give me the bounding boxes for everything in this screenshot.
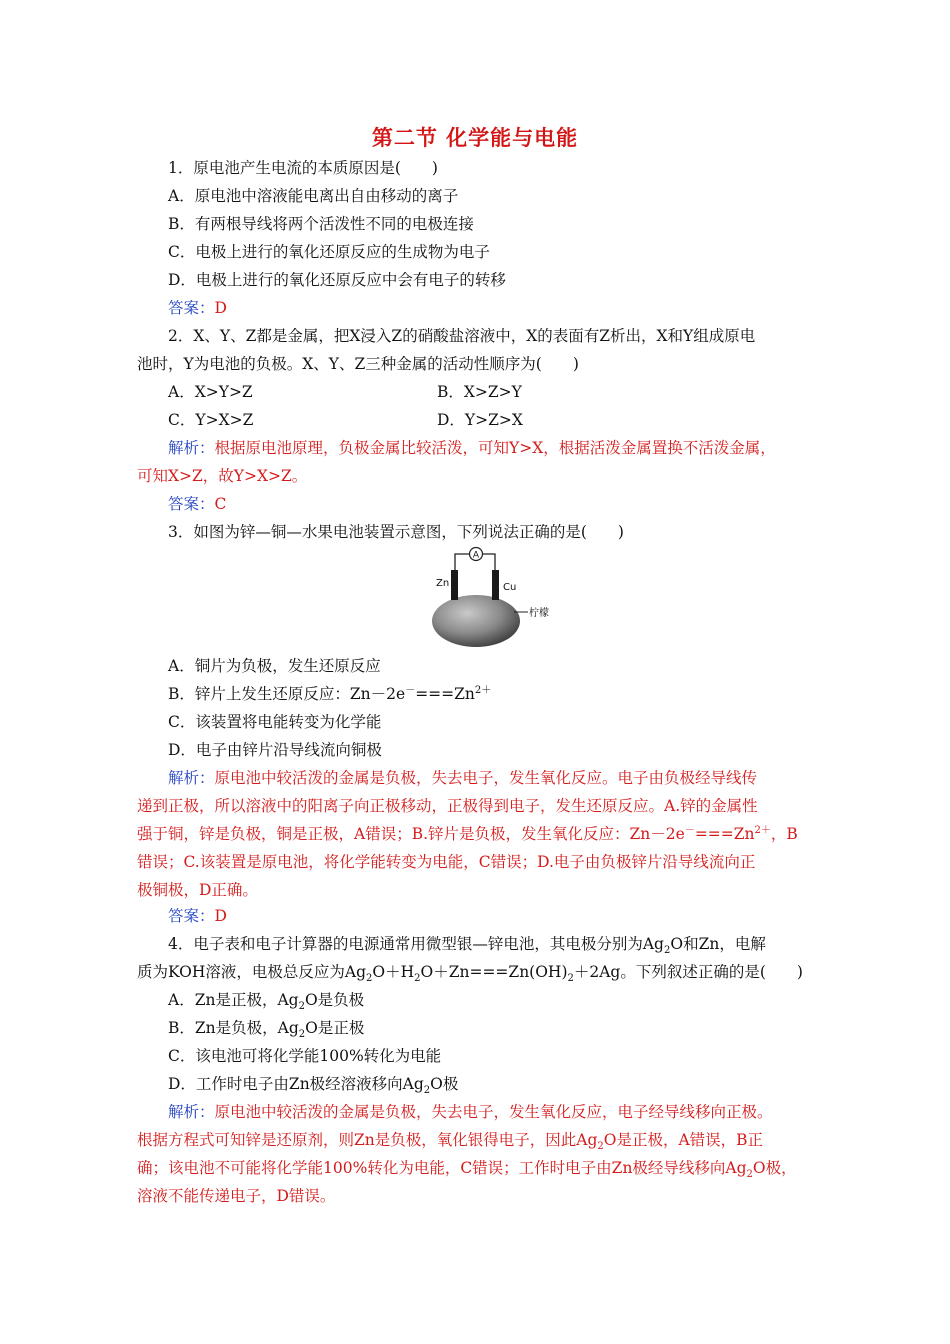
q2-analysis-line1 xyxy=(168,438,776,458)
answer-value: D xyxy=(214,299,227,317)
q3-option-d: D．电子由锌片沿导线流向铜极 xyxy=(168,741,382,759)
q4-analysis-line2 xyxy=(137,1130,764,1153)
subscript: 2 xyxy=(597,1141,604,1153)
subscript: 2 xyxy=(663,945,671,957)
analysis-text: 根据原电池原理，负极金属比较活泼，可知Y>X，根据活泼金属置换不活泼金属， xyxy=(214,439,776,457)
analysis-text: O极， xyxy=(752,1159,797,1177)
stem-text: ＋2Ag。下列叙述正确的是( ) xyxy=(573,963,803,981)
fruit-battery-figure xyxy=(424,546,560,652)
analysis-label: 解析： xyxy=(168,1103,215,1121)
subscript: 2 xyxy=(366,973,373,985)
subscript: 2 xyxy=(423,1085,431,1097)
q4-option-d xyxy=(168,1074,459,1097)
superscript: － xyxy=(684,824,695,836)
option-d-text: O极 xyxy=(430,1075,459,1093)
q2-option-b: B．X>Z>Y xyxy=(437,383,522,401)
option-b-text: O是正极 xyxy=(305,1019,365,1037)
lemon-shape xyxy=(432,595,520,647)
q3-stem: 3．如图为锌—铜—水果电池装置示意图，下列说法正确的是( ) xyxy=(168,523,624,541)
subscript: 2 xyxy=(567,973,574,985)
cu-electrode xyxy=(492,570,499,600)
q4-option-a xyxy=(168,990,365,1013)
ammeter-label: A xyxy=(472,550,480,561)
q3-option-b xyxy=(168,684,491,704)
q3-analysis-line5: 极铜极，D正确。 xyxy=(137,881,258,899)
stem-text: 4．电子表和电子计算器的电源通常用微型银—锌电池，其电极分别为Ag xyxy=(168,935,664,953)
answer-value: C xyxy=(214,495,227,513)
superscript: 2＋ xyxy=(474,684,492,696)
answer-label: 答案： xyxy=(168,495,215,513)
answer-value: D xyxy=(214,907,227,925)
analysis-text: 确；该电池不可能将化学能100%转化为电能，C错误；工作时电子由Zn极经导线移向Ag xyxy=(137,1159,747,1177)
q4-analysis-line4: 溶液不能传递电子，D错误。 xyxy=(137,1187,336,1205)
analysis-text: O是正极，A错误，B正 xyxy=(603,1131,764,1149)
q2-option-d: D．Y>Z>X xyxy=(437,411,523,429)
q4-analysis-line3 xyxy=(137,1158,797,1181)
q1-option-a: A．原电池中溶液能电离出自由移动的离子 xyxy=(168,187,459,205)
zn-label: Zn xyxy=(436,578,450,589)
analysis-text: ，B xyxy=(770,825,798,843)
q1-option-c: C．电极上进行的氧化还原反应的生成物为电子 xyxy=(168,243,490,261)
q3-option-c: C．该装置将电能转变为化学能 xyxy=(168,713,382,731)
q1-option-b: B．有两根导线将两个活泼性不同的电极连接 xyxy=(168,215,474,233)
ammeter-icon xyxy=(470,548,483,561)
q1-answer xyxy=(168,298,227,318)
option-d-text: D．工作时电子由Zn极经溶液移向Ag xyxy=(168,1075,424,1093)
q3-answer xyxy=(168,906,227,926)
q3-analysis-line3 xyxy=(137,824,798,844)
option-b-text: ===Zn xyxy=(415,685,475,703)
analysis-text: ===Zn xyxy=(694,825,755,843)
analysis-text: 原电池中较活泼的金属是负极，失去电子，发生氧化反应，电子经导线移向正极。 xyxy=(214,1103,773,1121)
superscript: 2＋ xyxy=(754,824,771,836)
q4-stem-line1 xyxy=(168,934,766,957)
q4-analysis-line1 xyxy=(168,1102,773,1122)
subscript: 2 xyxy=(298,1001,305,1013)
answer-label: 答案： xyxy=(168,907,215,925)
analysis-text: 强于铜，锌是负极，铜是正极，A错误；B.锌片是负极，发生氧化反应：Zn－2e xyxy=(137,825,685,843)
q2-option-c: C．Y>X>Z xyxy=(168,411,254,429)
q4-option-b xyxy=(168,1018,365,1041)
q3-analysis-line2: 递到正极，所以溶液中的阳离子向正极移动，正极得到电子，发生还原反应。A.锌的金属性 xyxy=(137,797,758,815)
analysis-label: 解析： xyxy=(168,769,215,787)
q3-option-a: A．铜片为负极，发生还原反应 xyxy=(168,657,381,675)
subscript: 2 xyxy=(298,1029,306,1041)
cu-label: Cu xyxy=(503,582,517,593)
subscript: 2 xyxy=(746,1169,753,1181)
q4-stem-line2 xyxy=(137,962,803,985)
q1-stem: 1．原电池产生电流的本质原因是( ) xyxy=(168,159,438,177)
superscript: － xyxy=(405,684,416,696)
q2-stem-line1: 2．X、Y、Z都是金属，把X浸入Z的硝酸盐溶液中，X的表面有Z析出，X和Y组成原电 xyxy=(168,327,756,345)
q2-option-a: A．X>Y>Z xyxy=(168,383,253,401)
stem-text: O和Zn，电解 xyxy=(670,935,766,953)
page-title: 第二节 化学能与电能 xyxy=(371,126,579,150)
stem-text: O＋Zn===Zn(OH) xyxy=(420,963,568,981)
lemon-label: 柠檬 xyxy=(529,608,549,619)
analysis-label: 解析： xyxy=(168,439,215,457)
q4-option-c: C．该电池可将化学能100%转化为电能 xyxy=(168,1047,442,1065)
option-b-text: B．Zn是负极，Ag xyxy=(168,1019,299,1037)
stem-text: O＋H xyxy=(372,963,415,981)
q2-answer xyxy=(168,494,226,514)
option-a-text: O是负极 xyxy=(304,991,365,1009)
analysis-text: 根据方程式可知锌是还原剂，则Zn是负极，氧化银得电子，因此Ag xyxy=(137,1131,598,1149)
answer-label: 答案： xyxy=(168,299,215,317)
q3-analysis-line1 xyxy=(168,768,757,788)
zn-electrode xyxy=(451,570,458,600)
option-b-text: B．锌片上发生还原反应：Zn－2e xyxy=(168,685,406,703)
q3-analysis-line4: 错误；C.该装置是原电池，将化学能转变为电能，C错误；D.电子由负极锌片沿导线流向正 xyxy=(137,853,756,871)
option-a-text: A．Zn是正极，Ag xyxy=(168,991,299,1009)
subscript: 2 xyxy=(414,973,421,985)
analysis-text: 原电池中较活泼的金属是负极，失去电子，发生氧化反应。电子由负极经导线传 xyxy=(214,769,758,787)
q2-stem-line2: 池时，Y为电池的负极。X、Y、Z三种金属的活动性顺序为( ) xyxy=(137,355,579,373)
stem-text: 质为KOH溶液，电极总反应为Ag xyxy=(137,963,367,981)
q1-option-d: D．电极上进行的氧化还原反应中会有电子的转移 xyxy=(168,271,506,289)
q2-analysis-line2: 可知X>Z，故Y>X>Z。 xyxy=(137,467,308,485)
